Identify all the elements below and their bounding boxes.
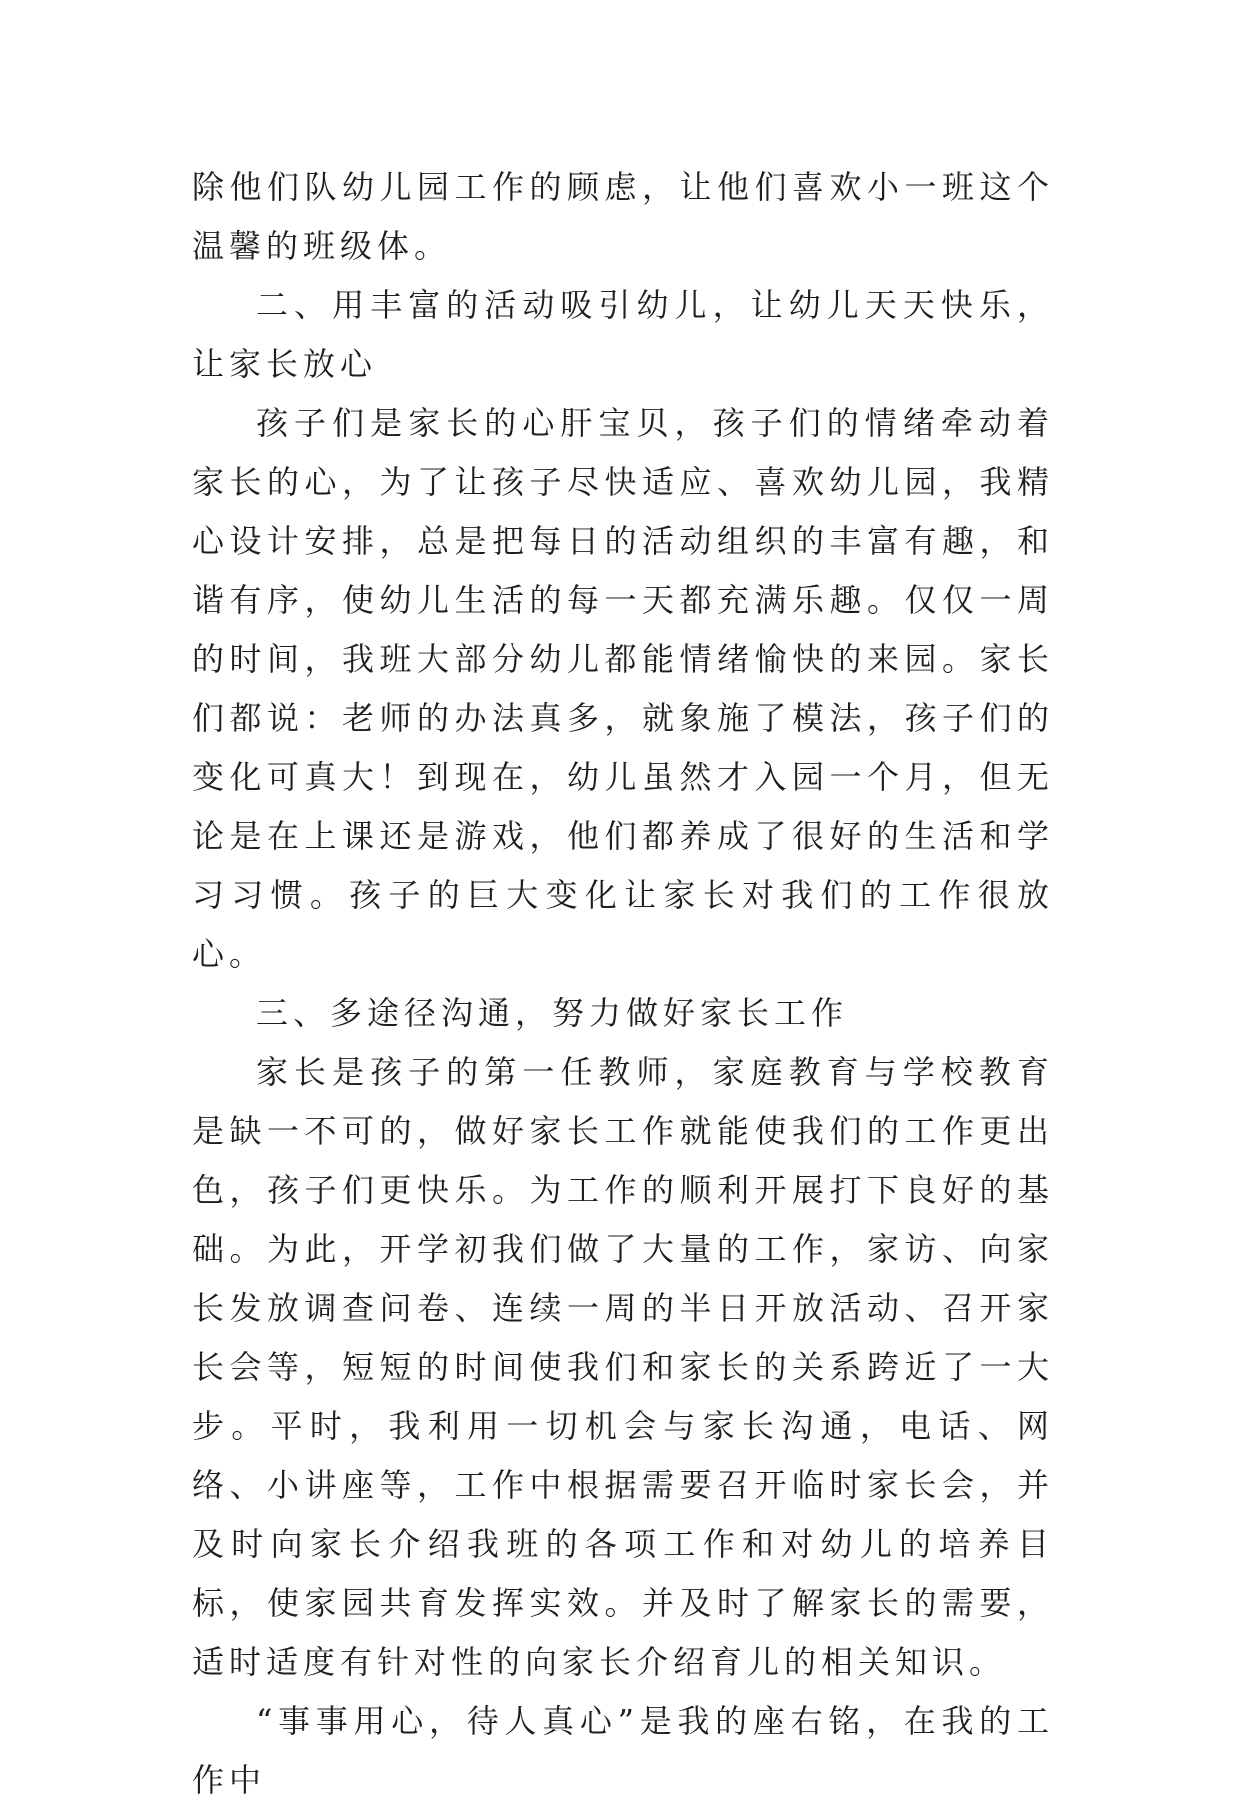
section-heading-2: 二、用丰富的活动吸引幼儿，让幼儿天天快乐，让家长放心: [192, 286, 1054, 383]
paragraph-continuation: 除他们队幼儿园工作的顾虑，让他们喜欢小一班这个温馨的班级体。: [192, 168, 1054, 265]
paragraph-parent-work: 家长是孩子的第一任教师，家庭教育与学校教育是缺一不可的，做好家长工作就能使我们的工作更出色，孩子们更快乐。为工作的顺利开展打下良好的基础。为此，开学初我们做了大量的工作，家访、向家长发放调查问卷、连续一周的半日开放活动、召开家长会等，短短的时间使我们和家长的关系跨近了一大步。平时，我利用一切机会与家长沟通，电话、网络、小讲座等，工作中根据需要召开临时家长会，并及时向家长介绍我班的各项工作和对幼儿的培养目标，使家园共育发挥实效。并及时了解家长的需要，适时适度有针对性的向家长介绍育儿的相关知识。: [192, 1053, 1054, 1681]
paragraph-activities: 孩子们是家长的心肝宝贝，孩子们的情绪牵动着家长的心，为了让孩子尽快适应、喜欢幼儿园，我精心设计安排，总是把每日的活动组织的丰富有趣，和谐有序，使幼儿生活的每一天都充满乐趣。仅仅一周的时间，我班大部分幼儿都能情绪愉快的来园。家长们都说：老师的办法真多，就象施了模法，孩子们的变化可真大！到现在，幼儿虽然才入园一个月，但无论是在上课还是游戏，他们都养成了很好的生活和学习习惯。孩子的巨大变化让家长对我们的工作很放心。: [192, 404, 1054, 973]
paragraph-motto: “事事用心，待人真心”是我的座右铭，在我的工作中: [192, 1702, 1054, 1799]
document-body: [192, 158, 1054, 1810]
section-heading-3: 三、多途径沟通，努力做好家长工作: [256, 994, 849, 1032]
